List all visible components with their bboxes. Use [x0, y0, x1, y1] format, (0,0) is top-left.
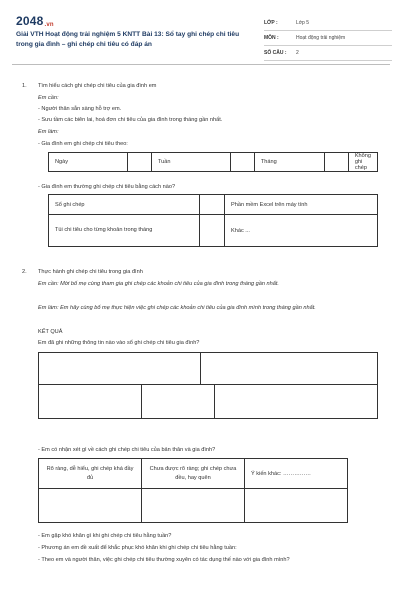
q2-need: Em cần: Mời bố mẹ cùng tham gia ghi chép các khoản chi tiêu của gia đình trong tháng gần nhất.	[38, 281, 279, 287]
page-title: Giải VTH Hoạt động trải nghiệm 5 KNTT Bài 13: Sổ tay ghi chép chi tiêu trong gia đình – ghi chép chi tiêu có đáp án	[16, 31, 240, 48]
q1-need-label: Em cần:	[38, 95, 59, 101]
q1-do-item-2: - Gia đình em thường ghi chép chi tiêu bằng cách nào?	[38, 184, 176, 190]
q2-closing-2: - Phương án em đề xuất để khắc phục khó khăn khi ghi chép chi tiêu hằng tuần:	[38, 545, 237, 551]
method-table	[48, 194, 378, 247]
freq-option-month[interactable]: Tháng	[254, 153, 324, 172]
q2-do: Em làm: Em hãy cùng bố mẹ thực hiện việc ghi chép các khoản chi tiêu của gia đình mình trong tháng gần nhất.	[38, 305, 316, 311]
q2-title: Thực hành ghi chép chi tiêu trong gia đình	[38, 269, 143, 275]
result-cell-5[interactable]	[215, 385, 378, 419]
frequency-table	[48, 152, 378, 172]
result-cell-2[interactable]	[201, 353, 378, 385]
method-checkbox-envelope[interactable]	[200, 215, 225, 247]
review-option-clear[interactable]: Rõ ràng, dễ hiểu, ghi chép khá đầy đủ	[39, 459, 142, 489]
method-option-excel[interactable]: Phần mềm Excel trên máy tính	[225, 195, 378, 215]
method-option-notebook[interactable]: Sổ ghi chép	[49, 195, 200, 215]
freq-option-none[interactable]: Không ghi chép	[348, 153, 377, 172]
q2-result-question: Em đã ghi những thông tin nào vào sổ ghi chép chi tiêu gia đình?	[38, 340, 200, 346]
site-logo[interactable]: 2048.vn	[16, 14, 54, 28]
review-option-other[interactable]: Ý kiến khác: ……………	[245, 459, 348, 489]
q1-need-item-1: - Người thân sẵn sàng hỗ trợ em.	[38, 106, 122, 112]
worksheet-header	[12, 10, 390, 60]
meta-class: LỚP : Lớp 5	[264, 16, 392, 31]
review-answer-1[interactable]	[39, 489, 142, 523]
q1-do-label: Em làm:	[38, 129, 59, 135]
q2-closing-1: - Em gặp khó khăn gì khi ghi chép chi tiêu hằng tuần?	[38, 533, 172, 539]
q1-need-item-2: - Sưu tầm các biên lai, hoá đơn chi tiêu của gia đình trong tháng gần nhất.	[38, 117, 223, 123]
result-cell-3[interactable]	[39, 385, 142, 419]
freq-option-week[interactable]: Tuần	[151, 153, 230, 172]
meta-info	[264, 16, 392, 61]
freq-option-day[interactable]: Ngày	[49, 153, 128, 172]
q2-result-label: KẾT QUẢ	[38, 329, 63, 335]
header-divider	[12, 64, 390, 65]
result-cell-1[interactable]	[39, 353, 201, 385]
result-cell-4[interactable]	[142, 385, 215, 419]
method-checkbox-notebook[interactable]	[200, 195, 225, 215]
review-table	[38, 458, 348, 523]
meta-subject: MÔN : Hoạt động trải nghiệm	[264, 31, 392, 46]
result-answer-grid	[38, 352, 378, 419]
review-option-unclear[interactable]: Chưa được rõ ràng; ghi chép chưa đều, hay quên	[142, 459, 245, 489]
meta-question-count: SỐ CÂU : 2	[264, 46, 392, 61]
method-option-other[interactable]: Khác ...	[225, 215, 378, 247]
freq-checkbox-week[interactable]	[230, 153, 254, 172]
freq-checkbox-day[interactable]	[127, 153, 151, 172]
review-answer-3[interactable]	[245, 489, 348, 523]
method-option-envelope[interactable]: Túi chi tiêu cho từng khoản trong tháng	[49, 215, 200, 247]
q1-number: 1.	[22, 83, 27, 89]
freq-checkbox-month[interactable]	[324, 153, 348, 172]
q2-closing-3: - Theo em và người thân, việc ghi chép chi tiêu thường xuyên có tác dụng thế nào với gia đình mình?	[38, 557, 290, 563]
review-answer-2[interactable]	[142, 489, 245, 523]
q1-do-item-1: - Gia đình em ghi chép chi tiêu theo:	[38, 141, 128, 147]
q1-title: Tìm hiểu cách ghi chép chi tiêu của gia đình em	[38, 83, 157, 89]
q2-number: 2.	[22, 269, 27, 275]
q2-review-question: - Em có nhận xét gì về cách ghi chép chi tiêu của bản thân và gia đình?	[38, 447, 216, 453]
